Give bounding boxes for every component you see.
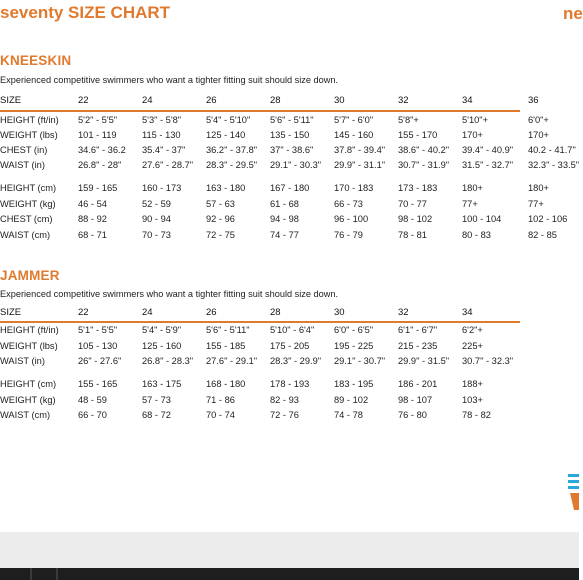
table-cell: 29.9" - 31.1" [334, 160, 386, 170]
row-label: HEIGHT (ft/in) [0, 115, 59, 125]
table-cell: 80 - 83 [462, 230, 491, 240]
table-cell: 215 - 235 [398, 341, 438, 351]
size-header-cell: 24 [142, 95, 153, 106]
table-cell: 101 - 119 [78, 130, 117, 140]
size-header-cell: 26 [206, 95, 217, 106]
size-header-cell: 36 [528, 95, 539, 106]
row-label: WAIST (cm) [0, 230, 51, 240]
table-cell: 170+ [462, 130, 483, 140]
table-cell: 5'6" - 5'11" [206, 325, 250, 335]
table-cell: 31.5" - 32.7" [462, 160, 514, 170]
table-cell: 76 - 80 [398, 410, 427, 420]
table-cell: 168 - 180 [206, 379, 246, 389]
size-header-label: SIZE [0, 307, 22, 318]
table-cell: 88 - 92 [78, 214, 107, 224]
row-label: HEIGHT (cm) [0, 379, 57, 389]
table-cell: 74 - 77 [270, 230, 299, 240]
size-header-cell: 30 [334, 95, 345, 106]
table-cell: 5'7" - 6'0" [334, 115, 374, 125]
table-row [0, 341, 579, 357]
table-cell: 125 - 140 [206, 130, 246, 140]
table-cell: 175 - 205 [270, 341, 310, 351]
table-cell: 68 - 72 [142, 410, 171, 420]
row-label: WEIGHT (kg) [0, 199, 56, 209]
table-cell: 82 - 93 [270, 395, 299, 405]
table-cell: 186 - 201 [398, 379, 438, 389]
table-cell: 173 - 183 [398, 183, 438, 193]
table-cell: 28.3" - 29.5" [206, 160, 258, 170]
table-cell: 46 - 54 [78, 199, 107, 209]
table-row [0, 145, 579, 161]
table-cell: 52 - 59 [142, 199, 171, 209]
table-cell: 70 - 73 [142, 230, 171, 240]
table-cell: 78 - 82 [462, 410, 491, 420]
row-label: WAIST (in) [0, 356, 45, 366]
table-cell: 98 - 107 [398, 395, 433, 405]
section-title: KNEESKIN [0, 53, 72, 68]
table-cell: 71 - 86 [206, 395, 235, 405]
table-cell: 163 - 180 [206, 183, 246, 193]
table-cell: 180+ [462, 183, 483, 193]
row-label: CHEST (cm) [0, 214, 53, 224]
row-label: WEIGHT (lbs) [0, 341, 58, 351]
table-cell: 35.4" - 37" [142, 145, 186, 155]
table-cell: 40.2 - 41.7" [528, 145, 576, 155]
table-cell: 89 - 102 [334, 395, 369, 405]
table-cell: 28.3" - 29.9" [270, 356, 322, 366]
table-cell: 180+ [528, 183, 549, 193]
row-label: HEIGHT (cm) [0, 183, 57, 193]
table-row [0, 395, 579, 411]
table-row [0, 199, 579, 215]
table-cell: 167 - 180 [270, 183, 310, 193]
section-description: Experienced competitive swimmers who want a tighter fitting suit should size down. [0, 75, 339, 85]
table-cell: 27.6" - 29.1" [206, 356, 258, 366]
bottom-toolbar [0, 568, 579, 580]
table-cell: 188+ [462, 379, 483, 389]
table-cell: 34.6" - 36.2 [78, 145, 126, 155]
table-cell: 5'10" - 6'4" [270, 325, 315, 335]
size-header-cell: 34 [462, 307, 473, 318]
table-cell: 76 - 79 [334, 230, 363, 240]
table-cell: 74 - 78 [334, 410, 363, 420]
table-cell: 48 - 59 [78, 395, 107, 405]
table-cell: 103+ [462, 395, 483, 405]
table-row [0, 160, 579, 176]
row-label: HEIGHT (ft/in) [0, 325, 59, 335]
table-cell: 195 - 225 [334, 341, 374, 351]
table-row [0, 130, 579, 146]
size-header-cell: 32 [398, 95, 409, 106]
size-header-cell: 28 [270, 95, 281, 106]
table-row [0, 356, 579, 372]
table-cell: 94 - 98 [270, 214, 299, 224]
table-cell: 61 - 68 [270, 199, 299, 209]
table-cell: 5'10"+ [462, 115, 489, 125]
table-header-row [0, 307, 579, 321]
table-cell: 29.1" - 30.7" [334, 356, 386, 366]
row-label: WAIST (in) [0, 160, 45, 170]
footer-band [0, 532, 579, 568]
table-cell: 36.2" - 37.8" [206, 145, 258, 155]
table-cell: 183 - 195 [334, 379, 374, 389]
table-cell: 57 - 63 [206, 199, 235, 209]
table-cell: 5'4" - 5'9" [142, 325, 182, 335]
table-cell: 57 - 73 [142, 395, 171, 405]
size-header-cell: 30 [334, 307, 345, 318]
table-cell: 5'4" - 5'10" [206, 115, 251, 125]
table-cell: 5'1" - 5'5" [78, 325, 118, 335]
table-cell: 26.8" - 28.3" [142, 356, 194, 366]
table-row [0, 214, 579, 230]
table-cell: 115 - 130 [142, 130, 181, 140]
table-cell: 135 - 150 [270, 130, 310, 140]
size-header-cell: 22 [78, 307, 89, 318]
table-cell: 6'1" - 6'7" [398, 325, 438, 335]
table-cell: 6'2"+ [462, 325, 483, 335]
row-label: WAIST (cm) [0, 410, 51, 420]
table-cell: 5'8"+ [398, 115, 419, 125]
table-cell: 5'6" - 5'11" [270, 115, 314, 125]
table-row [0, 325, 579, 341]
table-cell: 72 - 75 [206, 230, 235, 240]
size-header-cell: 34 [462, 95, 473, 106]
table-cell: 155 - 165 [78, 379, 118, 389]
table-cell: 5'3" - 5'8" [142, 115, 182, 125]
table-cell: 37.8" - 39.4" [334, 145, 386, 155]
size-header-cell: 28 [270, 307, 281, 318]
table-cell: 170 - 183 [334, 183, 374, 193]
table-cell: 29.9" - 31.5" [398, 356, 450, 366]
table-cell: 92 - 96 [206, 214, 235, 224]
table-row [0, 379, 579, 395]
table-cell: 145 - 160 [334, 130, 374, 140]
table-row [0, 183, 579, 199]
table-cell: 5'2" - 5'5" [78, 115, 118, 125]
corner-graphic-icon [566, 472, 579, 512]
table-cell: 98 - 102 [398, 214, 433, 224]
table-cell: 225+ [462, 341, 483, 351]
table-cell: 96 - 100 [334, 214, 369, 224]
table-cell: 170+ [528, 130, 549, 140]
table-cell: 6'0"+ [528, 115, 549, 125]
table-header-row [0, 95, 579, 109]
table-cell: 30.7" - 31.9" [398, 160, 450, 170]
table-cell: 100 - 104 [462, 214, 502, 224]
table-cell: 155 - 185 [206, 341, 246, 351]
section-description: Experienced competitive swimmers who want a tighter fitting suit should size down. [0, 289, 339, 299]
table-cell: 102 - 106 [528, 214, 568, 224]
table-cell: 26" - 27.6" [78, 356, 122, 366]
size-header-cell: 24 [142, 307, 153, 318]
table-cell: 66 - 73 [334, 199, 363, 209]
table-cell: 77+ [528, 199, 544, 209]
table-cell: 82 - 85 [528, 230, 557, 240]
table-cell: 70 - 77 [398, 199, 427, 209]
size-header-cell: 26 [206, 307, 217, 318]
row-label: WEIGHT (lbs) [0, 130, 58, 140]
table-cell: 160 - 173 [142, 183, 182, 193]
table-cell: 105 - 130 [78, 341, 118, 351]
page-title: seventy SIZE CHART [0, 3, 171, 22]
size-header-cell: 32 [398, 307, 409, 318]
table-cell: 26.8" - 28" [78, 160, 122, 170]
section-title: JAMMER [0, 268, 60, 283]
table-cell: 72 - 76 [270, 410, 299, 420]
table-cell: 38.6" - 40.2" [398, 145, 450, 155]
table-cell: 125 - 160 [142, 341, 182, 351]
table-cell: 29.1" - 30.3" [270, 160, 322, 170]
header-divider [0, 321, 520, 323]
table-cell: 70 - 74 [206, 410, 235, 420]
table-cell: 68 - 71 [78, 230, 107, 240]
table-cell: 66 - 70 [78, 410, 107, 420]
table-row [0, 230, 579, 246]
toolbar-divider [30, 568, 32, 580]
table-cell: 178 - 193 [270, 379, 310, 389]
size-header-label: SIZE [0, 95, 22, 106]
row-label: WEIGHT (kg) [0, 395, 56, 405]
table-cell: 163 - 175 [142, 379, 182, 389]
table-row [0, 410, 579, 426]
row-label: CHEST (in) [0, 145, 48, 155]
table-cell: 77+ [462, 199, 478, 209]
table-cell: 30.7" - 32.3" [462, 356, 514, 366]
toolbar-divider [56, 568, 58, 580]
table-cell: 37" - 38.6" [270, 145, 314, 155]
brand-logo: ne [563, 4, 583, 23]
table-cell: 78 - 81 [398, 230, 427, 240]
table-row [0, 115, 579, 131]
table-cell: 32.3" - 33.5" [528, 160, 580, 170]
table-cell: 155 - 170 [398, 130, 438, 140]
table-cell: 6'0" - 6'5" [334, 325, 374, 335]
header-divider [0, 110, 520, 112]
table-cell: 27.6" - 28.7" [142, 160, 194, 170]
size-header-cell: 22 [78, 95, 89, 106]
table-cell: 39.4" - 40.9" [462, 145, 514, 155]
table-cell: 90 - 94 [142, 214, 171, 224]
table-cell: 159 - 165 [78, 183, 118, 193]
